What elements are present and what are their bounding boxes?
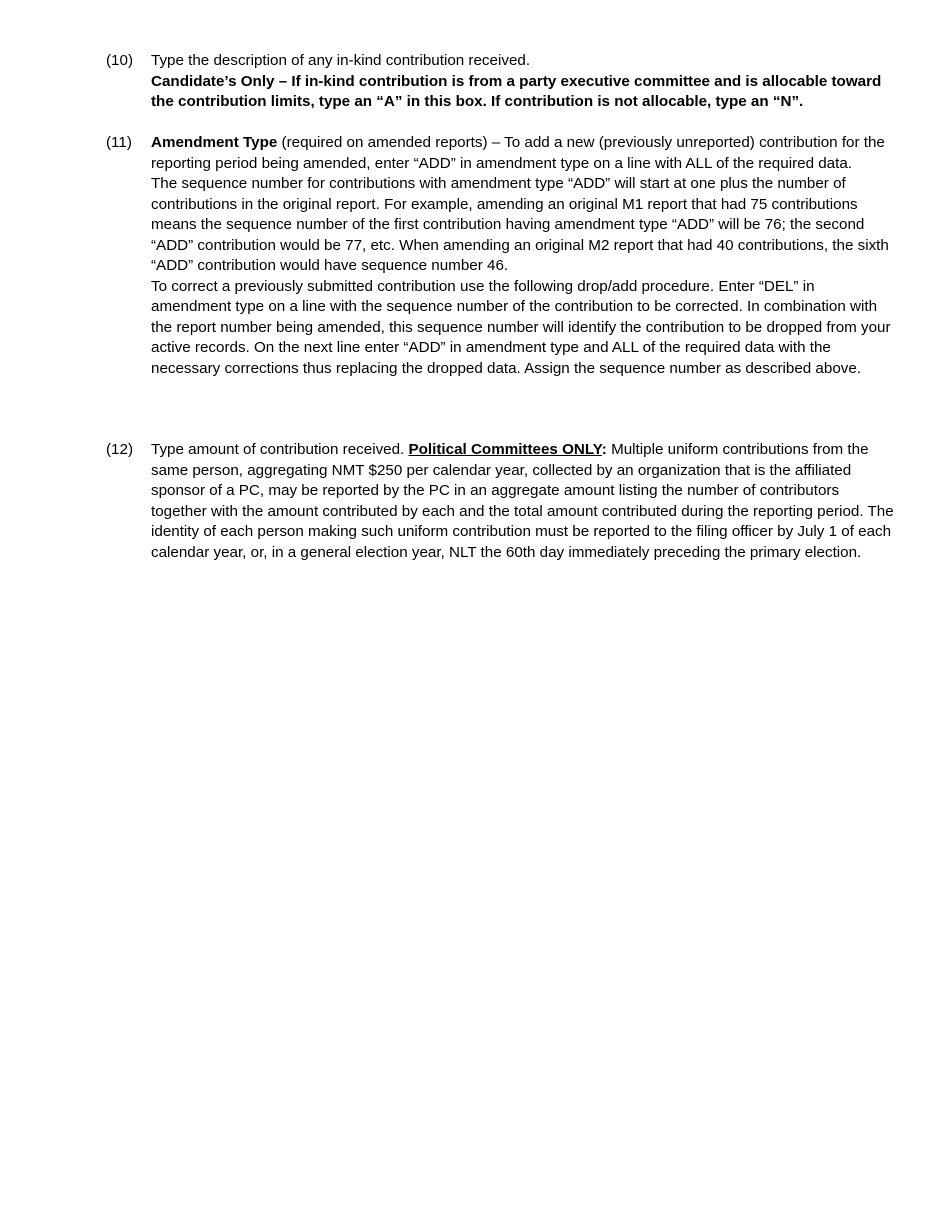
item-number: (12) (106, 441, 134, 458)
item-text: Type the description of any in-kind contribution received. (151, 52, 531, 69)
amendment-intro-text: (required on amended reports) – To add a new (previously unreported) contribution for the reporting period being amended, enter “ADD” in amendment type on a line with ALL of the required data. (151, 134, 885, 172)
item-body (151, 51, 896, 113)
contribution-amount-paragraph (151, 440, 896, 563)
candidate-note: Candidate’s Only – If in-kind contribution is from a party executive committee and is allocable toward the contribution limits, type an “A” in this box. If contribution is not allocable, type an “N”. (151, 72, 882, 110)
instruction-item-10 (106, 51, 896, 113)
instruction-item-12 (106, 440, 896, 563)
political-committees-emphasis: Political Committees ONLY (408, 441, 602, 458)
item-body (151, 440, 896, 563)
item-number: (11) (106, 134, 132, 151)
amendment-type-heading: Amendment Type (151, 134, 278, 151)
sequence-number-paragraph: The sequence number for contributions with amendment type “ADD” will start at one plus the number of contributions in the original report. For example, amending an original M1 report that had 75 contributions means the sequence number of the first contribution having amendment type “ADD” will be 76; the second “ADD” contribution would be 77, etc. When amending an original M2 report that had 40 contributions, the sixth “ADD” contribution would have sequence number 46. (151, 175, 889, 274)
rest-text: Multiple uniform contributions from the same person, aggregating NMT $250 per calendar year, collected by an organization that is the affiliated sponsor of a PC, may be reported by the PC in an aggregate amount listing the number of contributors together with the amount contributed by each and the total amount contributed during the reporting period. The identity of each person making such uniform contribution must be reported to the filing officer by July 1 of each calendar year, or, in a general election year, NLT the 60th day immediately preceding the primary election. (151, 441, 894, 561)
lead-text: Type amount of contribution received. (151, 441, 409, 458)
emphasis-colon: : (601, 441, 607, 458)
item-body (151, 133, 896, 379)
instruction-item-11 (106, 133, 896, 379)
item-number: (10) (106, 52, 134, 69)
amendment-intro-paragraph (151, 133, 896, 174)
drop-add-paragraph: To correct a previously submitted contribution use the following drop/add procedure. Enter “DEL” in amendment type on a line with the sequence number of the contribution to be corrected. In combination with the report number being amended, this sequence number will identify the contribution to be dropped from your active records. On the next line enter “ADD” in amendment type and ALL of the required data with the necessary corrections thus replacing the dropped data. Assign the sequence number as described above. (151, 277, 891, 377)
